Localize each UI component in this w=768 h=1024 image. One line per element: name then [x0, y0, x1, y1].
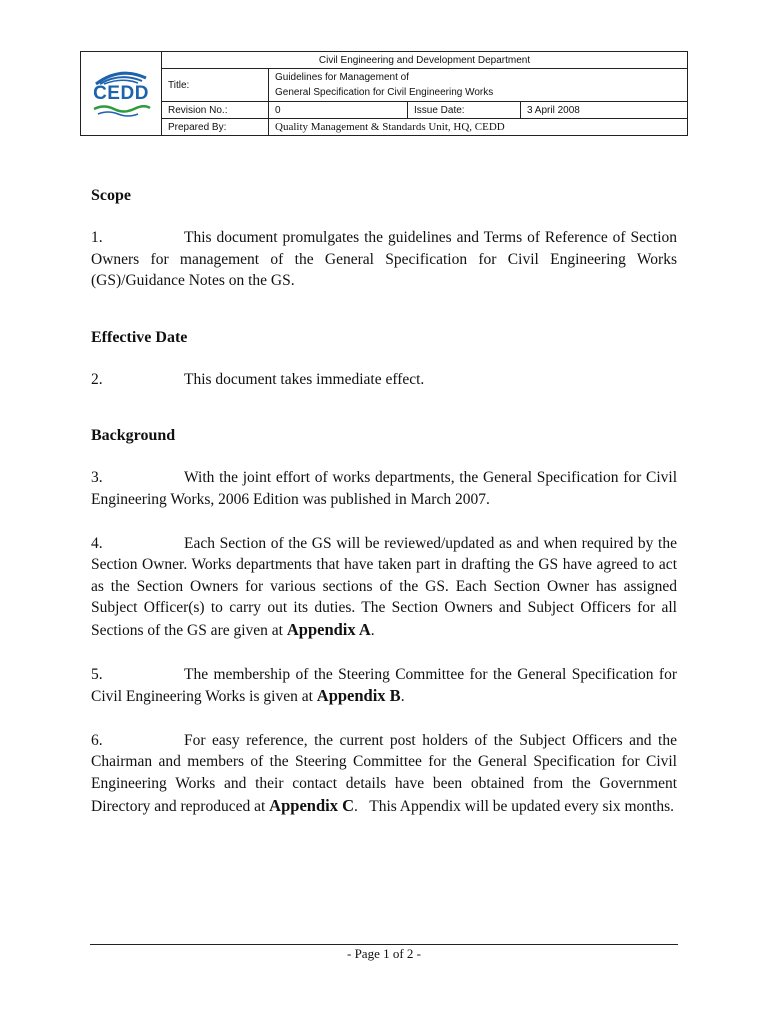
paragraph-6	[91, 730, 677, 817]
paragraph-number: 4.	[91, 534, 103, 552]
background-heading: Background	[91, 427, 176, 445]
page-number: - Page 1 of 2 -	[346, 946, 421, 961]
title-line-1: Guidelines for Management of	[275, 72, 409, 83]
paragraph-text: Each Section of the GS will be reviewed/updated as and when required by the Section Owner. Works departments that have taken part in drafting the GS have agreed to act as the Section Owners for various sections of the GS. Each Section Owner has assigned Subject Officer(s) to carry out its duties. The Section Owners and Subject Officers for all Sections of the GS are given at	[91, 534, 677, 639]
title-label: Title:	[162, 69, 269, 102]
paragraph-text: With the joint effort of works departments, the General Specification for Civil Engineering Works, 2006 Edition was published in March 2007.	[91, 469, 677, 508]
paragraph-end: .	[370, 621, 375, 639]
paragraph-number: 2.	[91, 370, 103, 388]
revision-label: Revision No.:	[162, 102, 269, 119]
paragraph-end: .	[400, 688, 405, 706]
paragraph-number: 5.	[91, 665, 103, 683]
appendix-b-reference: Appendix B	[316, 686, 401, 706]
paragraph-1	[91, 227, 677, 292]
paragraph-number: 1.	[91, 229, 103, 246]
paragraph-5	[91, 664, 677, 708]
paragraph-end: . This Appendix will be updated every six months.	[354, 797, 675, 815]
appendix-c-reference: Appendix C	[269, 795, 354, 815]
paragraph-2	[91, 369, 677, 391]
issue-date-value: 3 April 2008	[521, 102, 688, 119]
paragraph-text: For easy reference, the current post holders of the Subject Officers and the Chairman and members of the Steering Committee for the General Specification for Civil Engineering Works and their contact details have been obtained from the Government Directory and reproduced at	[91, 731, 677, 815]
appendix-a-reference: Appendix A	[286, 619, 371, 639]
prepared-by-value: Quality Management & Standards Unit, HQ, CEDD	[269, 119, 688, 136]
revision-value: 0	[269, 102, 408, 119]
logo-text: CEDD	[93, 83, 149, 104]
cedd-logo	[90, 64, 152, 120]
paragraph-number: 6.	[91, 731, 103, 749]
issue-date-label: Issue Date:	[408, 102, 521, 119]
paragraph-3	[91, 467, 677, 510]
department-name: Civil Engineering and Development Department	[162, 52, 688, 69]
paragraph-number: 3.	[91, 469, 103, 487]
paragraph-text: This document promulgates the guidelines and Terms of Reference of Section Owners for management of the General Specification for Civil Engineering Works (GS)/Guidance Notes on the GS.	[91, 229, 677, 290]
document-header-table	[80, 51, 688, 136]
paragraph-4	[91, 533, 677, 642]
title-line-2: General Specification for Civil Engineering Works	[275, 87, 494, 98]
document-title	[269, 69, 688, 102]
prepared-by-label: Prepared By:	[162, 119, 269, 136]
footer-divider	[90, 944, 678, 945]
scope-heading: Scope	[91, 187, 131, 204]
paragraph-text: The membership of the Steering Committee for the General Specification for Civil Engineering Works is given at	[91, 665, 677, 706]
logo-cell	[81, 52, 162, 136]
effective-date-heading: Effective Date	[91, 328, 188, 346]
paragraph-text: This document takes immediate effect.	[184, 370, 425, 388]
document-body	[91, 183, 677, 817]
